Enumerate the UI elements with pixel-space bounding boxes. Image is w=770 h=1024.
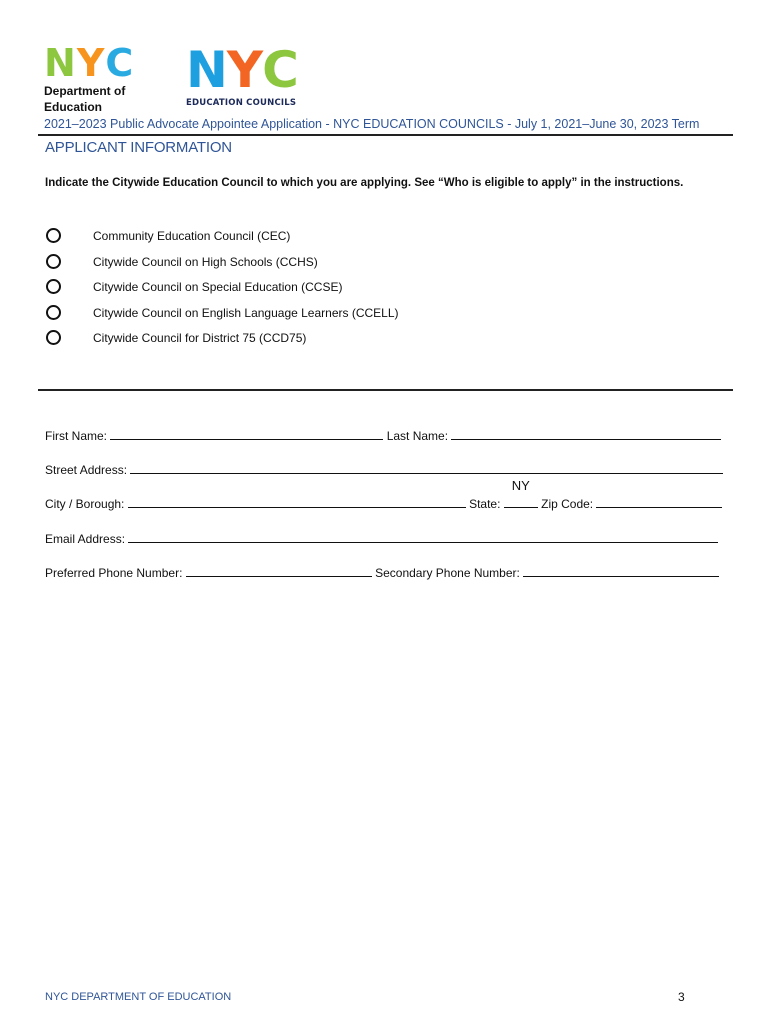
footer-organization: NYC DEPARTMENT OF EDUCATION (45, 991, 232, 1003)
doe-logo-letter-n: N (44, 41, 75, 85)
education-councils-logo (186, 41, 306, 114)
section-instruction: Indicate the Citywide Education Council to which you are applying. See “Who is eligible to apply” in the instructions. (45, 177, 684, 189)
street-row (45, 462, 723, 477)
phone-row (45, 565, 719, 580)
council-option-label: Citywide Council for District 75 (CCD75) (93, 331, 307, 345)
city-borough-field[interactable] (128, 496, 466, 508)
ec-logo-letter-y: Y (226, 41, 262, 99)
street-address-field[interactable] (130, 462, 723, 474)
last-name-field[interactable] (451, 428, 721, 440)
section-title: APPLICANT INFORMATION (45, 139, 232, 156)
secondary-phone-label: Secondary Phone Number: (375, 566, 520, 580)
section-divider (38, 389, 733, 391)
doe-logo-line1: Department of (44, 84, 126, 98)
state-value: NY (511, 478, 530, 493)
secondary-phone-field[interactable] (523, 565, 719, 577)
state-label: State: (469, 497, 501, 511)
radio-button[interactable] (46, 254, 61, 269)
first-name-label: First Name: (45, 429, 108, 443)
doe-logo-letter-y: Y (76, 41, 104, 85)
ec-logo-letter-c: C (262, 41, 297, 99)
doe-logo-nyc (44, 41, 154, 85)
zip-code-field[interactable] (596, 496, 722, 508)
first-name-field[interactable] (110, 428, 383, 440)
email-row (45, 531, 718, 546)
state-field[interactable] (504, 478, 538, 508)
radio-button[interactable] (46, 228, 61, 243)
radio-button[interactable] (46, 305, 61, 320)
zip-code-label: Zip Code: (541, 497, 594, 511)
council-option-label: Citywide Council on Special Education (CCSE) (93, 280, 343, 294)
page-number: 3 (678, 990, 685, 1004)
document-header: 2021–2023 Public Advocate Appointee Application - NYC EDUCATION COUNCILS - July 1, 2021–June 30, 2023 Term (44, 117, 700, 131)
ec-logo-nyc (186, 41, 306, 99)
city-row (45, 478, 722, 511)
header-divider (38, 134, 733, 136)
ec-logo-letter-n: N (186, 41, 226, 99)
doe-logo (44, 41, 154, 114)
email-address-field[interactable] (128, 531, 718, 543)
council-option-label: Community Education Council (CEC) (93, 229, 291, 243)
radio-button[interactable] (46, 330, 61, 345)
preferred-phone-label: Preferred Phone Number: (45, 566, 183, 580)
last-name-label: Last Name: (386, 429, 449, 443)
name-row (45, 428, 721, 443)
radio-button[interactable] (46, 279, 61, 294)
email-address-label: Email Address: (45, 532, 126, 546)
preferred-phone-field[interactable] (186, 565, 372, 577)
council-option-label: Citywide Council on English Language Learners (CCELL) (93, 305, 399, 320)
doe-logo-line2: Education (44, 100, 103, 114)
street-address-label: Street Address: (45, 463, 128, 477)
ec-logo-caption: EDUCATION COUNCILS (186, 98, 297, 108)
council-option-label: Citywide Council on High Schools (CCHS) (93, 254, 318, 269)
doe-logo-letter-c: C (105, 41, 133, 85)
city-borough-label: City / Borough: (45, 497, 125, 511)
